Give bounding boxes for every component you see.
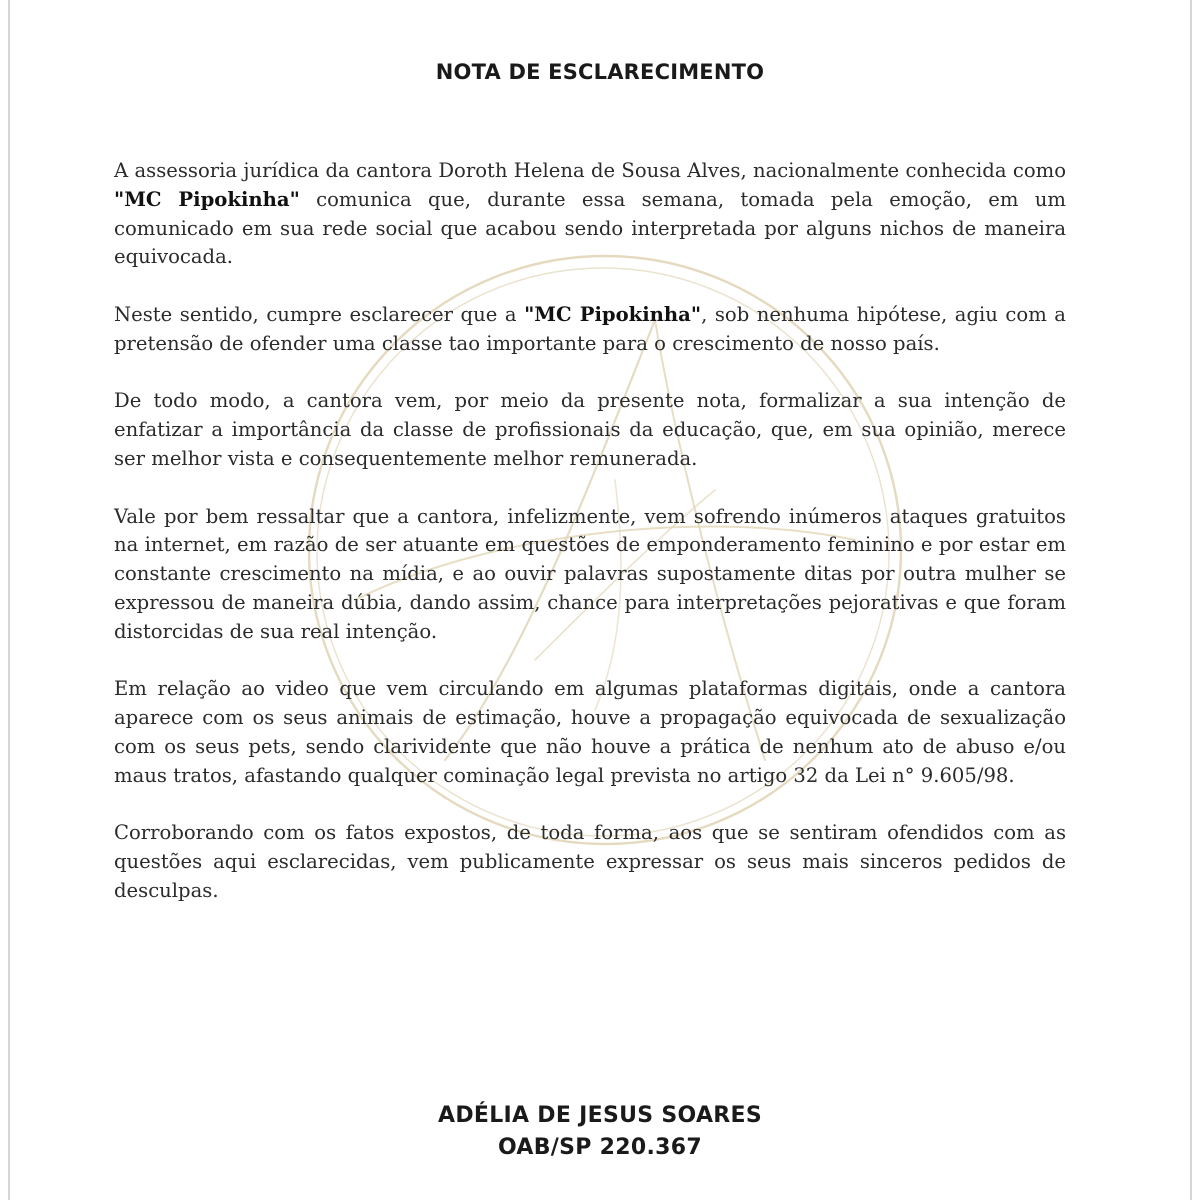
signature-block (0, 1101, 1200, 1165)
paragraph-1-text-a: A assessoria jurídica da cantora Doroth Helena de Sousa Alves, nacionalmente conhecida como (114, 159, 1066, 182)
paragraph-2 (114, 301, 1066, 359)
document-title: NOTA DE ESCLARECIMENTO (435, 60, 765, 84)
paragraph-2-text-b: , sob nenhuma hipótese, agiu com a pretensão de ofender uma classe tao importante para o crescimento de nosso país. (114, 302, 1066, 355)
paragraph-5: Em relação ao video que vem circulando em algumas plataformas digitais, onde a cantora aparece com os seus animais de estimação, houve a propagação equivocada de sexualização com os seus pets, sendo clarividente que não houve a prática de nenhum ato de abuso e/ou maus tratos, afastando qualquer cominação legal prevista no artigo 32 da Lei n° 9.605/98. (114, 677, 1066, 787)
paragraph-2-text-a: Neste sentido, cumpre esclarecer que a (114, 302, 525, 326)
artist-name-bold: "MC Pipokinha" (114, 187, 300, 211)
document-body (114, 157, 1066, 935)
page-left-edge (8, 0, 10, 1200)
artist-name-bold: "MC Pipokinha" (524, 302, 702, 326)
paragraph-1-text-b: comunica que, durante essa semana, tomada pela emoção, em um comunicado em sua rede social que acabou sendo interpretada por alguns nichos de maneira equivocada. (114, 187, 1066, 269)
paragraph-1 (114, 157, 1066, 272)
page-right-edge (1190, 0, 1192, 1200)
signatory-registration: OAB/SP 220.367 (498, 1135, 702, 1160)
paragraph-4: Vale por bem ressaltar que a cantora, infelizmente, vem sofrendo inúmeros ataques gratuitos na internet, em razão de ser atuante em questões de emponderamento feminino e por estar em constante crescimento na mídia, e ao ouvir palavras supostamente ditas por outra mulher se expressou de maneira dúbia, dando assim, chance para interpretações pejorativas e que foram distorcidas de sua real intenção. (114, 504, 1066, 643)
signatory-name: ADÉLIA DE JESUS SOARES (438, 1103, 762, 1128)
paragraph-6: Corroborando com os fatos expostos, de toda forma, aos que se sentiram ofendidos com as questões aqui esclarecidas, vem publicamente expressar os seus mais sinceros pedidos de desculpas. (114, 821, 1066, 902)
paragraph-3: De todo modo, a cantora vem, por meio da presente nota, formalizar a sua intenção de enfatizar a importância da classe de profissionais da educação, que, em sua opinião, merece ser melhor vista e consequentemente melhor remunerada. (114, 389, 1066, 470)
